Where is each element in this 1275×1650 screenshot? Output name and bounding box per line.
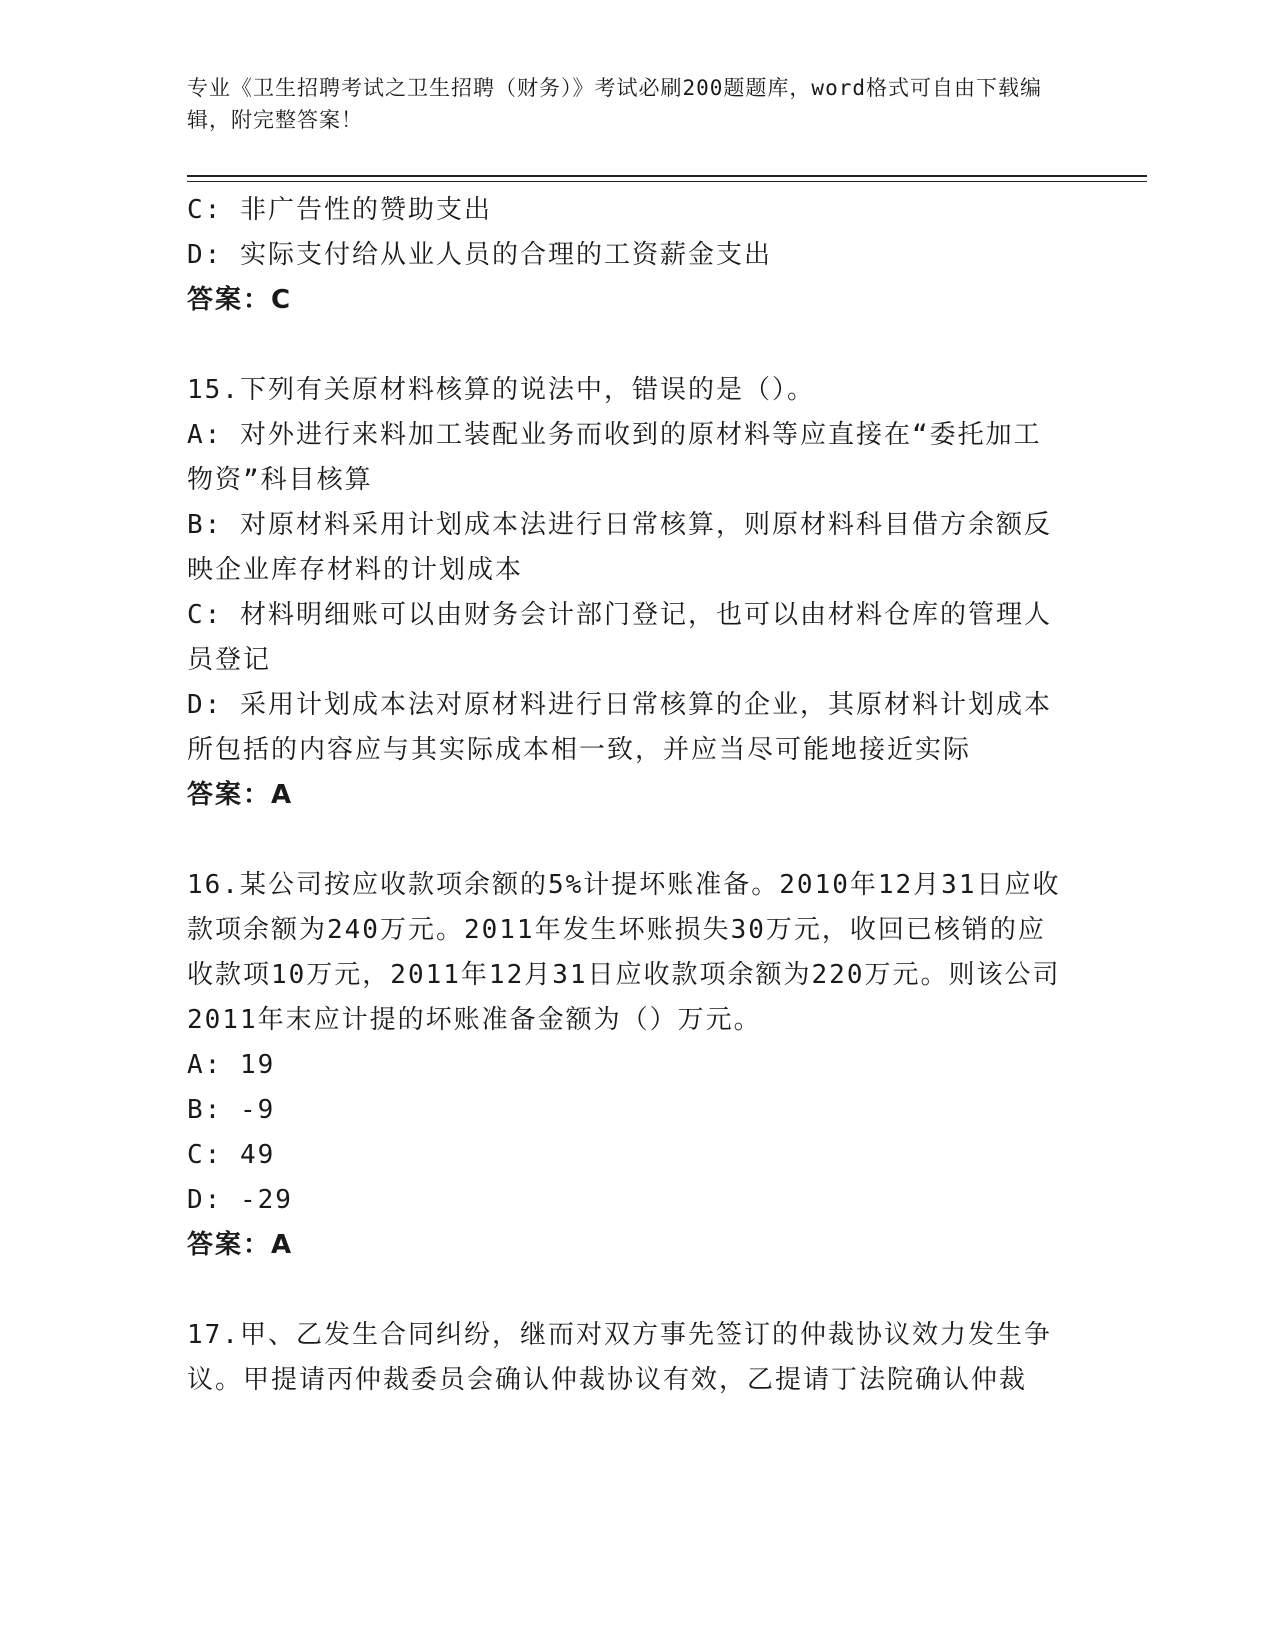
header-divider-thick [187,175,1147,177]
option-c: C: 49 [187,1140,276,1170]
option-d: D: 采用计划成本法对原材料进行日常核算的企业，其原材料计划成本所包括的内容应与其实际成本相一致，并应当尽可能地接近实际 [187,690,1052,765]
option-b: B: -9 [187,1095,276,1125]
option-d: D: 实际支付给从业人员的合理的工资薪金支出 [187,240,772,270]
header-divider-thin [187,181,1147,182]
question-15 [187,368,1067,818]
option-c: C: 材料明细账可以由财务会计部门登记，也可以由材料仓库的管理人员登记 [187,600,1052,675]
option-d: D: -29 [187,1185,293,1215]
option-a: A: 对外进行来料加工装配业务而收到的原材料等应直接在“委托加工物资”科目核算 [187,420,1042,495]
answer-label: 答案：A [187,780,294,810]
answer-label: 答案：A [187,1230,294,1260]
question-16 [187,863,1067,1268]
question-stem: 15.下列有关原材料核算的说法中，错误的是（）。 [187,375,815,405]
question-17 [187,1313,1067,1403]
option-c: C: 非广告性的赞助支出 [187,195,492,225]
question-stem: 16.某公司按应收款项余额的5%计提坏账准备。2010年12月31日应收款项余额为240万元。2011年发生坏账损失30万元，收回已核销的应收款项10万元，2011年12月31日应收款项余额为220万元。则该公司2011年末应计提的坏账准备金额为（）万元。 [187,870,1061,1035]
answer-label: 答案：C [187,285,293,315]
question-content [187,188,1067,1403]
question-14-tail [187,188,1067,323]
option-a: A: 19 [187,1050,276,1080]
question-stem: 17.甲、乙发生合同纠纷，继而对双方事先签订的仲裁协议效力发生争议。甲提请丙仲裁委员会确认仲裁协议有效，乙提请丁法院确认仲裁 [187,1320,1052,1395]
option-b: B: 对原材料采用计划成本法进行日常核算，则原材料科目借方余额反映企业库存材料的计划成本 [187,510,1052,585]
document-header: 专业《卫生招聘考试之卫生招聘（财务）》考试必刷200题题库，word格式可自由下载编辑，附完整答案！ [187,76,1042,132]
